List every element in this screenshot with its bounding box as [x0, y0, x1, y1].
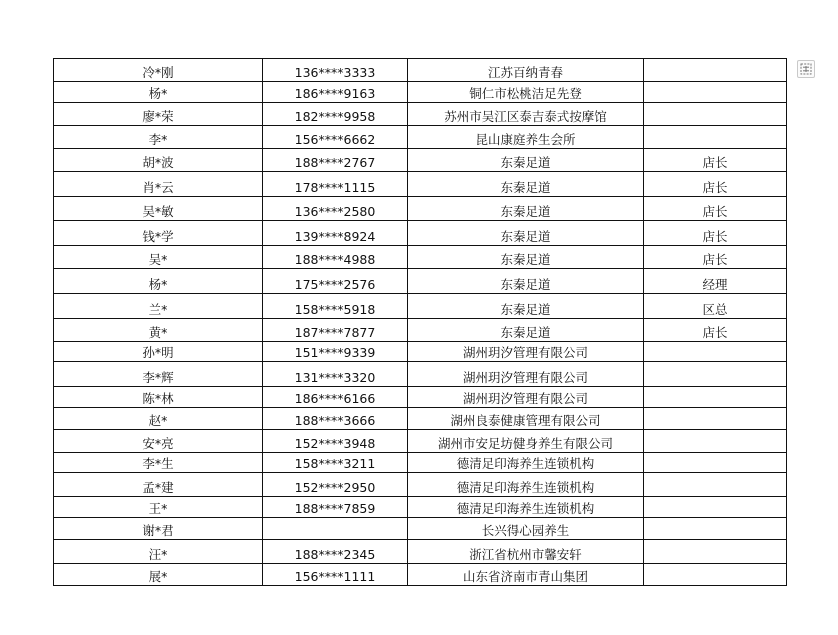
table-row [54, 430, 787, 453]
table-row [54, 362, 787, 387]
name-cell-text: 汪* [148, 547, 168, 562]
organization-cell [408, 453, 644, 473]
phone-cell-text: 188****2345 [294, 547, 376, 562]
title-cell [644, 149, 787, 172]
phone-cell-text: 182****9958 [294, 109, 376, 124]
table-row [54, 387, 787, 408]
organization-cell-text: 东秦足道 [500, 229, 551, 244]
phone-cell [263, 126, 408, 149]
name-cell-text: 孙*明 [142, 345, 174, 360]
table-select-glyph [800, 63, 812, 75]
phone-cell-text: 152****3948 [294, 436, 376, 451]
table-row [54, 197, 787, 221]
organization-cell [408, 319, 644, 342]
organization-cell [408, 197, 644, 221]
title-cell [644, 246, 787, 269]
name-cell-text: 展* [148, 569, 168, 584]
phone-cell-text: 175****2576 [294, 277, 376, 292]
organization-cell-text: 东秦足道 [500, 302, 551, 317]
name-cell-text: 兰* [148, 302, 168, 317]
organization-cell-text: 湖州玥汐管理有限公司 [462, 370, 588, 385]
table-row [54, 453, 787, 473]
title-cell-text: 店长 [702, 204, 728, 219]
organization-cell [408, 387, 644, 408]
title-cell [644, 497, 787, 518]
title-cell [644, 172, 787, 197]
title-cell [644, 387, 787, 408]
title-cell [644, 518, 787, 540]
phone-cell [263, 540, 408, 564]
phone-cell-text: 188****4988 [294, 252, 376, 267]
organization-cell-text: 湖州市安足坊健身养生有限公司 [437, 436, 613, 451]
phone-cell [263, 342, 408, 362]
table-row [54, 540, 787, 564]
phone-cell [263, 197, 408, 221]
organization-cell-text: 山东省济南市青山集团 [462, 569, 588, 584]
phone-cell [263, 473, 408, 497]
name-cell [54, 172, 263, 197]
organization-cell-text: 东秦足道 [500, 204, 551, 219]
organization-cell [408, 103, 644, 126]
table-row [54, 518, 787, 540]
name-cell [54, 342, 263, 362]
title-cell [644, 269, 787, 294]
title-cell-text: 店长 [702, 252, 728, 267]
table-row [54, 246, 787, 269]
phone-cell [263, 103, 408, 126]
name-cell [54, 246, 263, 269]
phone-cell-text: 156****6662 [294, 132, 376, 147]
organization-cell [408, 518, 644, 540]
phone-cell [263, 82, 408, 103]
phone-cell-text: 186****9163 [294, 86, 376, 101]
phone-cell [263, 362, 408, 387]
name-cell [54, 82, 263, 103]
name-cell-text: 胡*波 [142, 155, 174, 170]
name-cell [54, 294, 263, 319]
phone-cell [263, 453, 408, 473]
table-row [54, 408, 787, 430]
title-cell [644, 473, 787, 497]
title-cell [644, 540, 787, 564]
phone-cell-text: 158****3211 [294, 456, 376, 471]
organization-cell-text: 德清足印海养生连锁机构 [456, 501, 595, 516]
name-cell [54, 387, 263, 408]
title-cell-text: 店长 [702, 229, 728, 244]
title-cell-text: 店长 [702, 325, 728, 340]
name-cell [54, 221, 263, 246]
organization-cell-text: 昆山康庭养生会所 [475, 132, 576, 147]
table-row [54, 126, 787, 149]
name-cell-text: 王* [148, 501, 168, 516]
name-cell-text: 李*辉 [142, 370, 174, 385]
title-cell [644, 408, 787, 430]
name-cell [54, 518, 263, 540]
organization-cell [408, 430, 644, 453]
name-cell-text: 杨* [148, 277, 168, 292]
organization-cell [408, 564, 644, 586]
table-row [54, 149, 787, 172]
phone-cell [263, 149, 408, 172]
organization-cell [408, 540, 644, 564]
name-cell [54, 430, 263, 453]
phone-cell-text: 187****7877 [294, 325, 376, 340]
phone-cell-text: 188****3666 [294, 413, 376, 428]
organization-cell [408, 221, 644, 246]
name-cell [54, 473, 263, 497]
table-row [54, 294, 787, 319]
title-cell [644, 430, 787, 453]
table-row [54, 103, 787, 126]
phone-cell [263, 59, 408, 82]
title-cell [644, 453, 787, 473]
title-cell [644, 197, 787, 221]
phone-cell [263, 221, 408, 246]
table-body [54, 59, 787, 586]
phone-cell [263, 269, 408, 294]
organization-cell [408, 269, 644, 294]
title-cell [644, 103, 787, 126]
name-cell [54, 540, 263, 564]
table-row [54, 564, 787, 586]
table-select-icon[interactable] [797, 60, 815, 78]
organization-cell-text: 江苏百纳青春 [487, 65, 563, 80]
phone-cell [263, 387, 408, 408]
table-row [54, 269, 787, 294]
name-cell [54, 408, 263, 430]
phone-cell [263, 518, 408, 540]
phone-cell [263, 564, 408, 586]
organization-cell-text: 东秦足道 [500, 180, 551, 195]
name-cell-text: 李*生 [142, 456, 174, 471]
contacts-table [53, 58, 787, 586]
title-cell [644, 319, 787, 342]
organization-cell-text: 苏州市吴江区泰吉泰式按摩馆 [444, 109, 607, 124]
title-cell [644, 342, 787, 362]
organization-cell-text: 德清足印海养生连锁机构 [456, 456, 595, 471]
table-row [54, 497, 787, 518]
phone-cell [263, 294, 408, 319]
organization-cell-text: 东秦足道 [500, 325, 551, 340]
organization-cell [408, 82, 644, 103]
name-cell-text: 杨* [148, 86, 168, 101]
organization-cell [408, 294, 644, 319]
organization-cell-text: 德清足印海养生连锁机构 [456, 480, 595, 495]
organization-cell [408, 473, 644, 497]
title-cell [644, 221, 787, 246]
name-cell [54, 269, 263, 294]
name-cell-text: 冷*刚 [142, 65, 174, 80]
name-cell-text: 赵* [148, 413, 168, 428]
organization-cell-text: 铜仁市松桃洁足先登 [469, 86, 582, 101]
name-cell [54, 197, 263, 221]
organization-cell-text: 浙江省杭州市馨安轩 [469, 547, 582, 562]
name-cell [54, 564, 263, 586]
organization-cell-text: 湖州良泰健康管理有限公司 [450, 413, 601, 428]
phone-cell-text: 156****1111 [294, 569, 376, 584]
organization-cell-text: 东秦足道 [500, 252, 551, 267]
name-cell-text: 黄* [148, 325, 168, 340]
title-cell-text: 经理 [702, 277, 728, 292]
name-cell [54, 103, 263, 126]
name-cell [54, 149, 263, 172]
table-row [54, 342, 787, 362]
name-cell-text: 廖*荣 [142, 109, 174, 124]
phone-cell [263, 172, 408, 197]
name-cell-text: 孟*建 [142, 480, 174, 495]
table-row [54, 59, 787, 82]
phone-cell-text: 131****3320 [294, 370, 376, 385]
title-cell [644, 294, 787, 319]
organization-cell-text: 湖州玥汐管理有限公司 [462, 345, 588, 360]
organization-cell [408, 408, 644, 430]
phone-cell-text: 139****8924 [294, 229, 376, 244]
phone-cell-text: 186****6166 [294, 391, 376, 406]
title-cell [644, 362, 787, 387]
table-row [54, 319, 787, 342]
organization-cell [408, 59, 644, 82]
title-cell-text: 店长 [702, 155, 728, 170]
phone-cell-text: 188****7859 [294, 501, 376, 516]
name-cell [54, 126, 263, 149]
organization-cell-text: 东秦足道 [500, 277, 551, 292]
organization-cell-text: 东秦足道 [500, 155, 551, 170]
title-cell [644, 82, 787, 103]
table-row [54, 221, 787, 246]
name-cell-text: 吴*敏 [142, 204, 174, 219]
title-cell-text: 区总 [702, 302, 728, 317]
phone-cell-text: 178****1115 [294, 180, 376, 195]
organization-cell-text: 湖州玥汐管理有限公司 [462, 391, 588, 406]
name-cell [54, 453, 263, 473]
phone-cell-text: 152****2950 [294, 480, 376, 495]
organization-cell [408, 149, 644, 172]
phone-cell-text: 136****2580 [294, 204, 376, 219]
title-cell [644, 59, 787, 82]
title-cell [644, 126, 787, 149]
name-cell-text: 肖*云 [142, 180, 174, 195]
organization-cell-text: 长兴得心园养生 [481, 523, 570, 538]
phone-cell [263, 319, 408, 342]
organization-cell [408, 246, 644, 269]
phone-cell-text: 136****3333 [294, 65, 376, 80]
title-cell-text: 店长 [702, 180, 728, 195]
phone-cell [263, 408, 408, 430]
phone-cell [263, 246, 408, 269]
phone-cell [263, 497, 408, 518]
phone-cell-text: 158****5918 [294, 302, 376, 317]
name-cell [54, 362, 263, 387]
name-cell-text: 谢*君 [142, 523, 174, 538]
phone-cell-text: 188****2767 [294, 155, 376, 170]
table-row [54, 473, 787, 497]
phone-cell [263, 430, 408, 453]
organization-cell [408, 497, 644, 518]
organization-cell [408, 172, 644, 197]
name-cell [54, 319, 263, 342]
table-row [54, 172, 787, 197]
table-row [54, 82, 787, 103]
name-cell-text: 李* [148, 132, 168, 147]
name-cell-text: 陈*林 [142, 391, 174, 406]
name-cell-text: 吴* [148, 252, 168, 267]
name-cell-text: 安*亮 [142, 436, 174, 451]
organization-cell [408, 342, 644, 362]
phone-cell-text: 151****9339 [294, 345, 376, 360]
organization-cell [408, 362, 644, 387]
name-cell [54, 497, 263, 518]
organization-cell [408, 126, 644, 149]
name-cell-text: 钱*学 [142, 229, 174, 244]
document-table-container [53, 58, 787, 586]
title-cell [644, 564, 787, 586]
name-cell [54, 59, 263, 82]
